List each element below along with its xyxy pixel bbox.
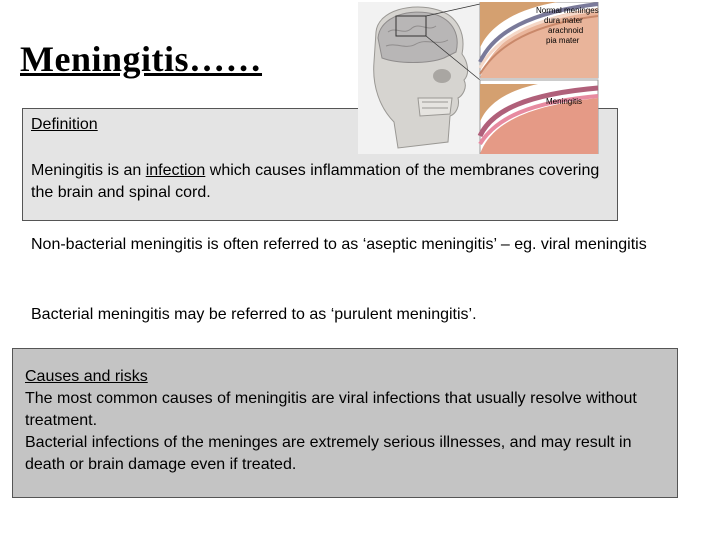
definition-heading: Definition [31,116,98,133]
arachnoid-label: arachnoid [548,26,584,35]
causes-box [12,348,678,498]
causes-line-1: The most common causes of meningitis are viral infections that usually resolve without treatment. [25,390,637,429]
meninges-illustration [358,2,608,154]
causes-line-2: Bacterial infections of the meninges are extremely serious illnesses, and may result in death or brain damage even if treated. [25,434,632,473]
causes-text [25,366,655,476]
causes-heading: Causes and risks [25,368,148,385]
definition-text [31,160,621,204]
definition-text-end: which causes inflammation of the membranes covering the brain and spinal cord. [31,162,600,201]
pia-mater-label: pia mater [546,36,580,45]
infection-link[interactable]: infection [145,162,206,179]
bacterial-paragraph: Bacterial meningitis may be referred to as ‘purulent meningitis’. [31,306,477,323]
definition-text-start: Meningitis is an [31,162,146,179]
normal-meninges-label: Normal meninges [536,6,599,15]
dura-mater-label: dura mater [544,16,583,25]
slide-title: Meningitis…… [20,39,263,79]
meningitis-label: Meningitis [546,97,583,106]
non-bacterial-paragraph: Non-bacterial meningitis is often referred to as ‘aseptic meningitis’ – eg. viral meningitis [31,236,647,253]
